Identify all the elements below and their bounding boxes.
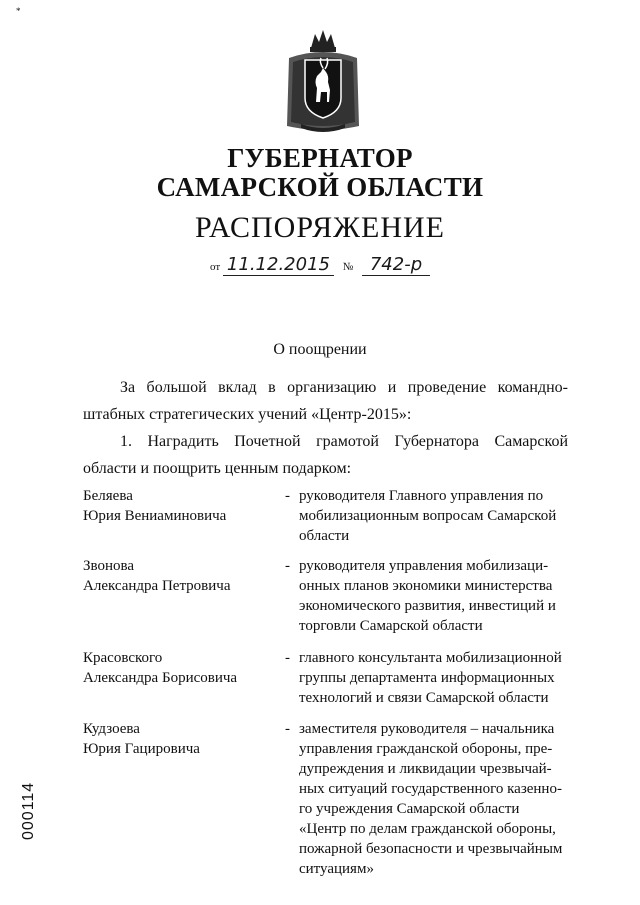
recipient-position <box>299 719 570 879</box>
position-line: главного консультанта мобилизационной <box>299 650 562 666</box>
given-names: Александра Борисовича <box>83 670 238 686</box>
position-line: онных планов экономики министерства <box>299 578 553 594</box>
position-line: торговли Самарской области <box>299 618 483 634</box>
recipient-position <box>299 648 570 708</box>
recipient-name <box>83 556 273 596</box>
paragraph-award: 1. Наградить Почетной грамотой Губернатора Самарской области и поощрить ценным подарком: <box>83 433 568 477</box>
recipient-name <box>83 486 273 526</box>
position-line: «Центр по делам гражданской обороны, <box>299 821 556 837</box>
position-line: руководителя управления мобилизаци- <box>299 558 549 574</box>
surname: Красовского <box>83 650 163 666</box>
surname: Звонова <box>83 558 135 574</box>
position-line: ситуациям» <box>299 861 374 877</box>
recipient-name <box>83 719 273 759</box>
given-names: Александра Петровича <box>83 578 231 594</box>
document-subject: О поощрении <box>273 341 367 358</box>
dash: - <box>285 558 290 574</box>
position-line: руководителя Главного управления по <box>299 488 544 504</box>
corner-mark: * <box>16 6 21 16</box>
header-title-line1: ГУБЕРНАТОР <box>227 143 413 173</box>
serial-stamp-number: 000114 <box>20 781 37 840</box>
position-line: го учреждения Самарской области <box>299 801 520 817</box>
paragraph-intro: За большой вклад в организацию и проведение командно-штабных стратегических учений «Центр-2015»: <box>83 379 568 423</box>
number-label: № <box>342 261 354 273</box>
surname: Беляева <box>83 488 133 504</box>
order-date-number-line <box>0 255 640 276</box>
coat-of-arms-emblem <box>283 28 363 136</box>
position-line: мобилизационным вопросам Самарской <box>299 508 557 524</box>
position-line: управления гражданской обороны, пре- <box>299 741 553 757</box>
position-line: области <box>299 528 350 544</box>
recipient-position <box>299 556 570 636</box>
position-line: экономического развития, инвестиций и <box>299 598 556 614</box>
position-line: дупреждения и ликвидации чрезвычай- <box>299 761 552 777</box>
position-line: группы департамента информационных <box>299 670 555 686</box>
recipient-name <box>83 648 273 688</box>
dash: - <box>285 488 290 504</box>
from-label: от <box>210 261 221 273</box>
recipient-position <box>299 486 570 546</box>
document-type-title: РАСПОРЯЖЕНИЕ <box>194 211 446 244</box>
handwritten-date: 11.12.2015 <box>223 255 334 276</box>
surname: Кудзоева <box>83 721 140 737</box>
position-line: технологий и связи Самарской области <box>299 690 549 706</box>
given-names: Юрия Гацировича <box>83 741 200 757</box>
dash: - <box>285 721 290 737</box>
header-title-line2: САМАРСКОЙ ОБЛАСТИ <box>156 172 484 202</box>
position-line: пожарной безопасности и чрезвычайным <box>299 841 563 857</box>
dash: - <box>285 650 290 666</box>
position-line: ных ситуаций государственного казенно- <box>299 781 562 797</box>
handwritten-number: 742-р <box>362 255 430 276</box>
given-names: Юрия Вениаминовича <box>83 508 227 524</box>
position-line: заместителя руководителя – начальника <box>299 721 555 737</box>
